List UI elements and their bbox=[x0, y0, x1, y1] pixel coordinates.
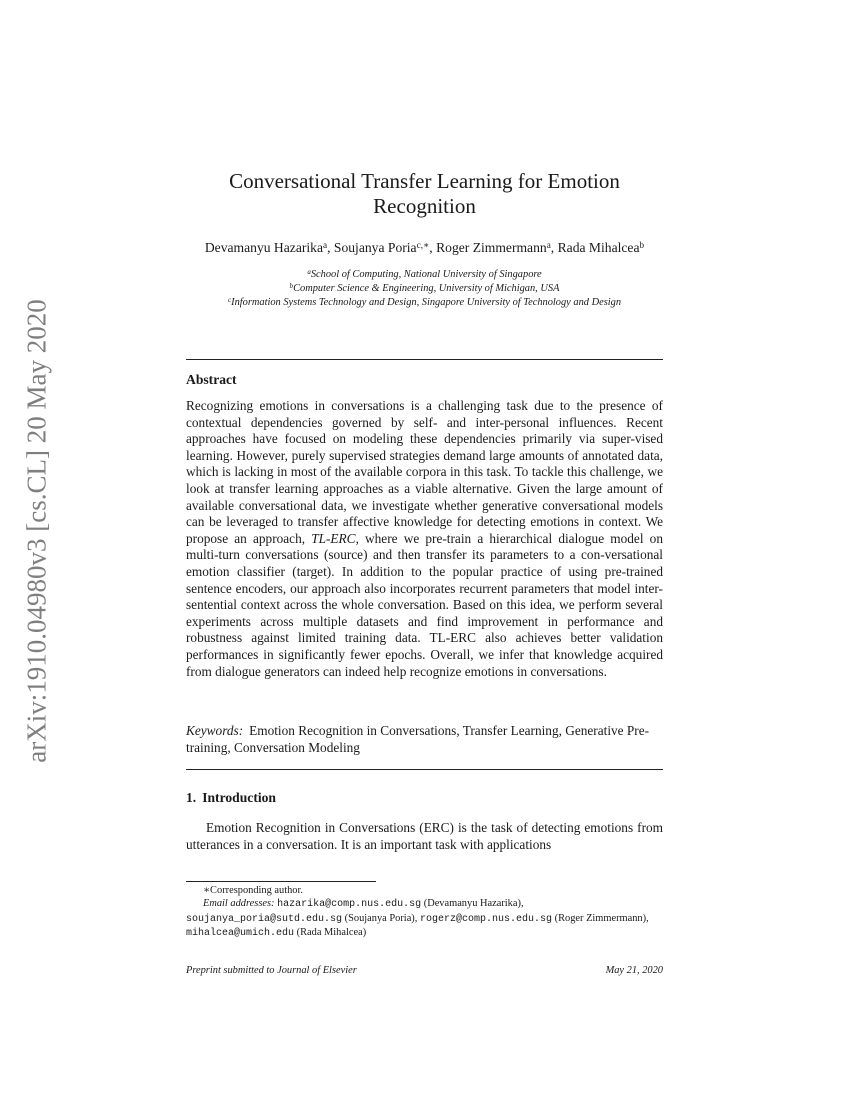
author-affiliation-mark: a bbox=[546, 239, 551, 250]
affiliation-text: School of Computing, National University of Singapore bbox=[310, 269, 542, 280]
keywords bbox=[186, 723, 663, 756]
author-name: Roger Zimmermann bbox=[436, 240, 547, 255]
affiliation-item bbox=[180, 268, 669, 282]
email-link[interactable]: rogerz@comp.nus.edu.sg bbox=[419, 913, 553, 925]
email-owner: (Devamanyu Hazarika), bbox=[423, 898, 524, 910]
abstract-text: Recognizing emotions in conversations is a challenging task due to the presence of contextual dependencies governed by self- and inter-personal influences. Recent approaches have focused on modeling these dependencies primarily via super-vised learning. However, purely supervised strategies demand large amounts of annotated data, which is lacking in most of the available corpora in this task. To tackle this challenge, we look at transfer learning approaches as a viable alternative. Given the large amount of available conversational data, we investigate whether generative conversational models can be leveraged to transfer affective knowledge for detecting emotions in context. We propose an approach, bbox=[186, 398, 663, 546]
abstract-heading: Abstract bbox=[186, 372, 237, 387]
email-link[interactable]: hazarika@comp.nus.edu.sg bbox=[277, 899, 422, 911]
keywords-text: Emotion Recognition in Conversations, Transfer Learning, Generative Pre-training, Conversation Modeling bbox=[186, 723, 650, 755]
abstract-body bbox=[186, 398, 663, 680]
affiliation-mark: c bbox=[227, 295, 232, 304]
title-line-2: Recognition bbox=[373, 194, 476, 218]
title-line-1: Conversational Transfer Learning for Emotion bbox=[229, 169, 620, 193]
author-name: Soujanya Poria bbox=[333, 240, 417, 255]
paper-title bbox=[186, 169, 663, 219]
section-number: 1. bbox=[186, 790, 197, 805]
footnotes bbox=[186, 884, 663, 941]
email-link[interactable]: soujanya_poria@sutd.edu.sg bbox=[186, 913, 343, 925]
author-affiliation-mark: a bbox=[323, 239, 328, 250]
affiliation-text: Information Systems Technology and Design, Singapore University of Technology and Design bbox=[231, 297, 622, 308]
footnote-emails bbox=[186, 897, 663, 940]
author-name: Devamanyu Hazarika bbox=[204, 240, 323, 255]
method-name: TL-ERC bbox=[311, 530, 356, 546]
author-affiliation-mark: c,∗ bbox=[416, 239, 430, 250]
email-owner: (Rada Mihalcea) bbox=[296, 927, 367, 939]
intro-paragraph: Emotion Recognition in Conversations (ERC) is the task of detecting emotions from utterances in a conversation. It is an important task with applications bbox=[186, 820, 663, 852]
author-affiliation-mark: b bbox=[639, 239, 645, 250]
email-label: Email addresses: bbox=[203, 898, 275, 910]
footer-date: May 21, 2020 bbox=[605, 965, 663, 976]
affiliation-mark: b bbox=[289, 281, 294, 290]
footnote-rule bbox=[186, 881, 376, 882]
section-title: Introduction bbox=[202, 790, 276, 805]
email-owner: (Roger Zimmermann), bbox=[554, 912, 649, 924]
keywords-label: Keywords: bbox=[186, 723, 244, 738]
affiliation-item bbox=[180, 296, 669, 310]
author-list: Devamanyu Hazarika$^a$, Soujanya Poria$^{c,∗}$, Roger Zimmermann$^a$, Rada Mihalcea$^b$ bbox=[204, 239, 645, 255]
affiliation-item bbox=[180, 282, 669, 296]
arxiv-identifier-stamp bbox=[22, 288, 52, 774]
footer-preprint-note: Preprint submitted to Journal of Elsevier bbox=[186, 965, 357, 976]
author-name: Rada Mihalcea bbox=[557, 240, 640, 255]
affiliations bbox=[180, 268, 669, 310]
abstract-top-rule bbox=[186, 359, 663, 360]
abstract-bottom-rule bbox=[186, 769, 663, 770]
arxiv-identifier-text: arXiv:1910.04980v3 [cs.CL] 20 May 2020 bbox=[21, 299, 52, 763]
footnote-corresponding: ∗Corresponding author. bbox=[203, 885, 303, 896]
email-link[interactable]: mihalcea@umich.edu bbox=[186, 928, 295, 940]
section-heading bbox=[186, 790, 276, 806]
affiliation-text: Computer Science & Engineering, University of Michigan, USA bbox=[293, 283, 560, 294]
affiliation-mark: a bbox=[307, 267, 311, 276]
email-owner: (Soujanya Poria), bbox=[344, 912, 418, 924]
abstract-text: , where we pre-train a hierarchical dialogue model on multi-turn conversations (source) and then transfer its parameters to a con-versational emotion classifier (target). In addition to the popular practice of using pre-trained sentence encoders, our approach also incorporates recurrent parameters that model inter-sentential context across the whole conversation. Based on this idea, we perform several experiments across multiple datasets and find improvement in performance and robustness against limited training data. TL-ERC also achieves better validation performances in significantly fewer epochs. Overall, we infer that knowledge acquired from dialogue generators can indeed help recognize emotions in conversations. bbox=[186, 530, 663, 679]
